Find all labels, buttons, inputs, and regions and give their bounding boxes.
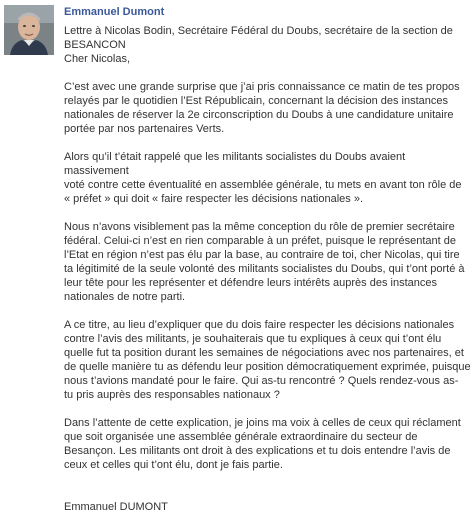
- post-message: [64, 24, 472, 514]
- paragraph-line: ta légitimité de la seule volonté des militants socialistes du Doubs, qui t’ont porté à: [64, 263, 465, 275]
- message-paragraph: [64, 220, 472, 304]
- paragraph-line: contre l’avis des militants, je souhaiterais que tu expliques à ceux qui t’ont élu: [64, 333, 442, 345]
- paragraph-line: nous t’avions mandaté pour le faire. Qui as-tu rencontré ? Quels rendez-vous as-: [64, 375, 459, 387]
- paragraph-line: Dans l’attente de cette explication, je joins ma voix à celles de ceux qui réclament: [64, 417, 461, 429]
- paragraph-line: C’est avec une grande surprise que j’ai pris connaissance ce matin de tes propos: [64, 81, 460, 93]
- message-paragraph: [64, 150, 472, 206]
- message-paragraph: [64, 416, 472, 472]
- paragraph-line: « préfet » qui doit « faire respecter les décisions nationales ».: [64, 193, 364, 205]
- heading-line: Lettre à Nicolas Bodin, Secrétaire Fédéral du Doubs, secrétaire de la section de: [64, 25, 453, 37]
- paragraph-line: nationales de notre parti.: [64, 291, 186, 303]
- heading-line: BESANCON: [64, 39, 126, 51]
- paragraph-line: que soit organisée une assemblée générale extraordinaire du secteur de: [64, 431, 418, 443]
- author-avatar[interactable]: [4, 5, 54, 55]
- paragraph-line: de quelle manière tu as défendu leur position démocratiquement exprimée, puisque: [64, 361, 471, 373]
- paragraph-line: portée par nos partenaires Verts.: [64, 123, 225, 135]
- message-paragraph: [64, 318, 472, 402]
- paragraph-line: l’Etat en région n’est pas élu par la base, au contraire de toi, cher Nicolas, qui tire: [64, 249, 460, 261]
- paragraph-line: nationales de réserver la 2e circonscription du Doubs à une candidature unitaire: [64, 109, 454, 121]
- profile-photo-icon: [4, 5, 54, 55]
- paragraph-line: leur tête pour les représenter et défendre leurs intérêts auprès des instances: [64, 277, 437, 289]
- heading-line: Cher Nicolas,: [64, 53, 131, 65]
- paragraph-line: relayés par le quotidien l’Est Républicain, concernant la décision des instances: [64, 95, 449, 107]
- paragraph-line: A ce titre, au lieu d’expliquer que du dois faire respecter les décisions nationales: [64, 319, 455, 331]
- paragraph-line: ceux et celles qui t’ont élu, dont je fais partie.: [64, 459, 283, 471]
- paragraph-line: tu pris auprès des responsables nationaux ?: [64, 389, 280, 401]
- paragraph-line: Besançon. Les militants ont droit à des explications et tu dois entendre l’avis de: [64, 445, 451, 457]
- paragraph-line: voté contre cette éventualité en assemblée générale, tu mets en avant ton rôle de: [64, 179, 462, 191]
- message-signature: Emmanuel DUMONT: [64, 501, 168, 513]
- paragraph-line: quelle fut ta position durant les semaines de négociations avec nos partenaires, et: [64, 347, 464, 359]
- author-name-link[interactable]: Emmanuel Dumont: [64, 6, 165, 18]
- paragraph-line: fédéral. Celui-ci n’est en rien comparable à un préfet, puisque le représentant de: [64, 235, 456, 247]
- message-paragraph: [64, 80, 472, 136]
- paragraph-line: Nous n’avons visiblement pas la même conception du rôle de premier secrétaire: [64, 221, 455, 233]
- paragraph-line: Alors qu’il t’était rappelé que les militants socialistes du Doubs avaient massivement: [64, 151, 406, 177]
- message-heading: [64, 24, 472, 66]
